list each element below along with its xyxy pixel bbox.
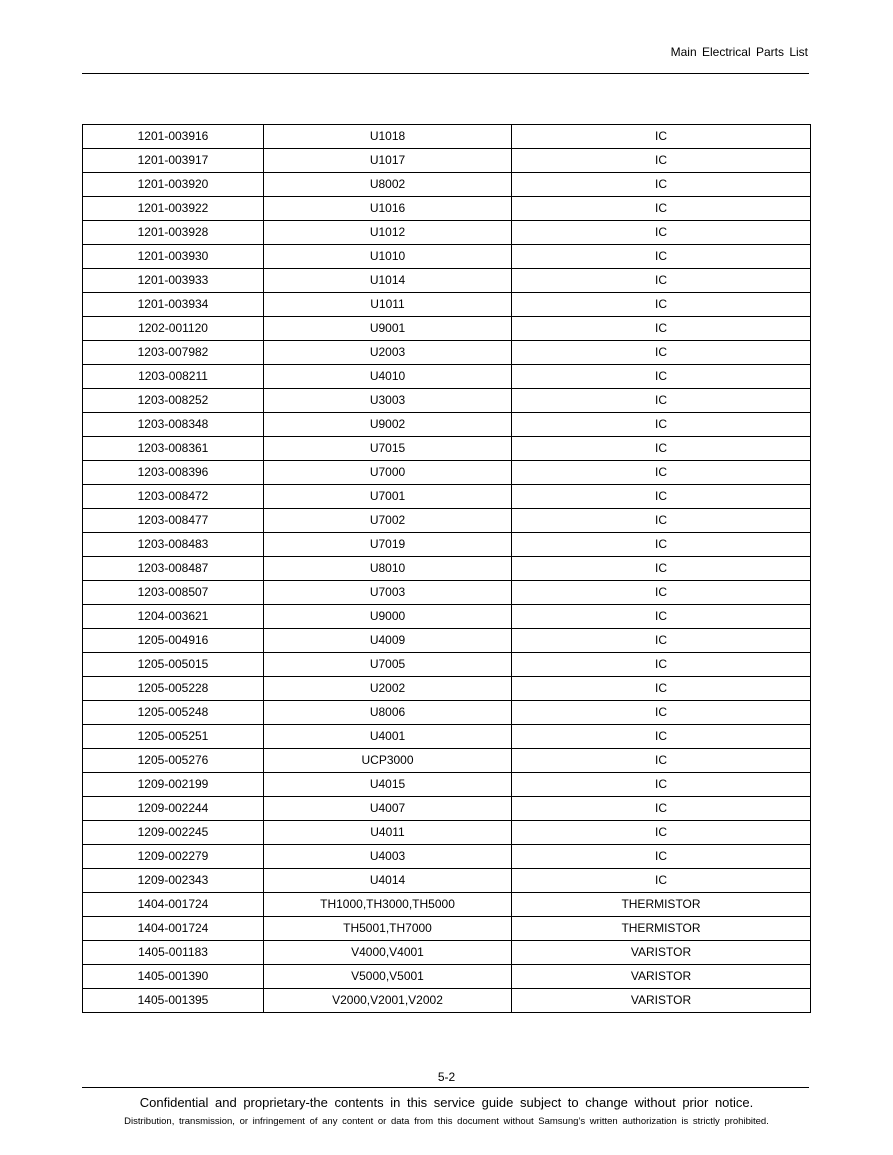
table-row: [83, 461, 811, 485]
part-code-cell: 1203-008483: [83, 533, 264, 557]
description-cell: IC: [512, 341, 811, 365]
table-row: [83, 773, 811, 797]
table-row: [83, 869, 811, 893]
part-code-cell: 1203-008487: [83, 557, 264, 581]
part-code-cell: 1205-005251: [83, 725, 264, 749]
location-cell: U7015: [264, 437, 512, 461]
part-code-cell: 1201-003922: [83, 197, 264, 221]
part-code-cell: 1203-008477: [83, 509, 264, 533]
location-cell: U4014: [264, 869, 512, 893]
table-row: [83, 317, 811, 341]
table-row: [83, 917, 811, 941]
description-cell: IC: [512, 629, 811, 653]
table-row: [83, 269, 811, 293]
location-cell: U9001: [264, 317, 512, 341]
location-cell: U4010: [264, 365, 512, 389]
location-cell: UCP3000: [264, 749, 512, 773]
location-cell: V2000,V2001,V2002: [264, 989, 512, 1013]
description-cell: IC: [512, 413, 811, 437]
part-code-cell: 1205-005248: [83, 701, 264, 725]
location-cell: U3003: [264, 389, 512, 413]
table-row: [83, 821, 811, 845]
part-code-cell: 1203-008211: [83, 365, 264, 389]
part-code-cell: 1209-002199: [83, 773, 264, 797]
table-row: [83, 677, 811, 701]
location-cell: U7003: [264, 581, 512, 605]
table-row: [83, 245, 811, 269]
table-row: [83, 653, 811, 677]
table-row: [83, 293, 811, 317]
location-cell: U2002: [264, 677, 512, 701]
table-row: [83, 893, 811, 917]
table-row: [83, 989, 811, 1013]
description-cell: IC: [512, 293, 811, 317]
part-code-cell: 1203-008348: [83, 413, 264, 437]
description-cell: IC: [512, 581, 811, 605]
table-row: [83, 389, 811, 413]
part-code-cell: 1203-007982: [83, 341, 264, 365]
location-cell: TH5001,TH7000: [264, 917, 512, 941]
description-cell: THERMISTOR: [512, 917, 811, 941]
location-cell: V5000,V5001: [264, 965, 512, 989]
page-header-title: Main Electrical Parts List: [670, 45, 808, 59]
location-cell: V4000,V4001: [264, 941, 512, 965]
location-cell: U1018: [264, 125, 512, 149]
part-code-cell: 1405-001390: [83, 965, 264, 989]
description-cell: IC: [512, 437, 811, 461]
part-code-cell: 1203-008361: [83, 437, 264, 461]
part-code-cell: 1404-001724: [83, 893, 264, 917]
location-cell: U1014: [264, 269, 512, 293]
part-code-cell: 1209-002244: [83, 797, 264, 821]
description-cell: IC: [512, 485, 811, 509]
description-cell: IC: [512, 821, 811, 845]
description-cell: IC: [512, 173, 811, 197]
description-cell: IC: [512, 317, 811, 341]
description-cell: IC: [512, 773, 811, 797]
footer-divider: [82, 1087, 809, 1088]
table-row: [83, 701, 811, 725]
part-code-cell: 1201-003917: [83, 149, 264, 173]
description-cell: IC: [512, 509, 811, 533]
part-code-cell: 1203-008252: [83, 389, 264, 413]
distribution-notice: Distribution, transmission, or infringement of any content or data from this document without Samsung’s written authorization is strictly prohibited.: [124, 1116, 769, 1127]
description-cell: IC: [512, 653, 811, 677]
table-row: [83, 845, 811, 869]
location-cell: U1016: [264, 197, 512, 221]
part-code-cell: 1201-003933: [83, 269, 264, 293]
part-code-cell: 1201-003930: [83, 245, 264, 269]
location-cell: U1017: [264, 149, 512, 173]
location-cell: U4011: [264, 821, 512, 845]
description-cell: IC: [512, 461, 811, 485]
table-row: [83, 413, 811, 437]
description-cell: IC: [512, 701, 811, 725]
location-cell: U9002: [264, 413, 512, 437]
part-code-cell: 1201-003928: [83, 221, 264, 245]
table-row: [83, 341, 811, 365]
table-row: [83, 965, 811, 989]
location-cell: U4009: [264, 629, 512, 653]
part-code-cell: 1205-005228: [83, 677, 264, 701]
part-code-cell: 1204-003621: [83, 605, 264, 629]
table-row: [83, 365, 811, 389]
location-cell: U2003: [264, 341, 512, 365]
table-row: [83, 533, 811, 557]
table-row: [83, 725, 811, 749]
description-cell: THERMISTOR: [512, 893, 811, 917]
description-cell: IC: [512, 797, 811, 821]
description-cell: IC: [512, 533, 811, 557]
table-row: [83, 557, 811, 581]
description-cell: IC: [512, 365, 811, 389]
description-cell: IC: [512, 725, 811, 749]
parts-table-body: [83, 125, 811, 1013]
location-cell: U8002: [264, 173, 512, 197]
part-code-cell: 1209-002343: [83, 869, 264, 893]
location-cell: U1012: [264, 221, 512, 245]
table-row: [83, 509, 811, 533]
description-cell: IC: [512, 245, 811, 269]
location-cell: TH1000,TH3000,TH5000: [264, 893, 512, 917]
header-divider: [82, 73, 809, 74]
location-cell: U7005: [264, 653, 512, 677]
part-code-cell: 1203-008507: [83, 581, 264, 605]
part-code-cell: 1404-001724: [83, 917, 264, 941]
description-cell: VARISTOR: [512, 941, 811, 965]
location-cell: U9000: [264, 605, 512, 629]
location-cell: U8010: [264, 557, 512, 581]
part-code-cell: 1405-001395: [83, 989, 264, 1013]
location-cell: U4003: [264, 845, 512, 869]
part-code-cell: 1209-002245: [83, 821, 264, 845]
part-code-cell: 1205-005015: [83, 653, 264, 677]
description-cell: IC: [512, 749, 811, 773]
part-code-cell: 1205-005276: [83, 749, 264, 773]
table-row: [83, 749, 811, 773]
part-code-cell: 1201-003934: [83, 293, 264, 317]
table-row: [83, 173, 811, 197]
part-code-cell: 1209-002279: [83, 845, 264, 869]
location-cell: U7000: [264, 461, 512, 485]
table-row: [83, 221, 811, 245]
description-cell: IC: [512, 197, 811, 221]
location-cell: U7019: [264, 533, 512, 557]
table-row: [83, 437, 811, 461]
location-cell: U4007: [264, 797, 512, 821]
table-row: [83, 605, 811, 629]
part-code-cell: 1203-008396: [83, 461, 264, 485]
description-cell: IC: [512, 557, 811, 581]
location-cell: U4001: [264, 725, 512, 749]
table-row: [83, 197, 811, 221]
part-code-cell: 1205-004916: [83, 629, 264, 653]
description-cell: IC: [512, 149, 811, 173]
location-cell: U1011: [264, 293, 512, 317]
location-cell: U7001: [264, 485, 512, 509]
table-row: [83, 149, 811, 173]
table-row: [83, 125, 811, 149]
description-cell: IC: [512, 677, 811, 701]
part-code-cell: 1203-008472: [83, 485, 264, 509]
part-code-cell: 1201-003920: [83, 173, 264, 197]
part-code-cell: 1201-003916: [83, 125, 264, 149]
location-cell: U7002: [264, 509, 512, 533]
description-cell: IC: [512, 605, 811, 629]
table-row: [83, 485, 811, 509]
location-cell: U1010: [264, 245, 512, 269]
location-cell: U8006: [264, 701, 512, 725]
table-row: [83, 797, 811, 821]
parts-table: [82, 124, 811, 1013]
page-number: 5-2: [437, 1070, 456, 1084]
part-code-cell: 1202-001120: [83, 317, 264, 341]
description-cell: IC: [512, 125, 811, 149]
description-cell: IC: [512, 869, 811, 893]
description-cell: IC: [512, 269, 811, 293]
confidential-notice: Confidential and proprietary-the contents in this service guide subject to change without prior notice.: [139, 1095, 754, 1110]
table-row: [83, 629, 811, 653]
part-code-cell: 1405-001183: [83, 941, 264, 965]
description-cell: IC: [512, 221, 811, 245]
table-row: [83, 941, 811, 965]
description-cell: VARISTOR: [512, 989, 811, 1013]
description-cell: IC: [512, 389, 811, 413]
table-row: [83, 581, 811, 605]
location-cell: U4015: [264, 773, 512, 797]
description-cell: IC: [512, 845, 811, 869]
description-cell: VARISTOR: [512, 965, 811, 989]
